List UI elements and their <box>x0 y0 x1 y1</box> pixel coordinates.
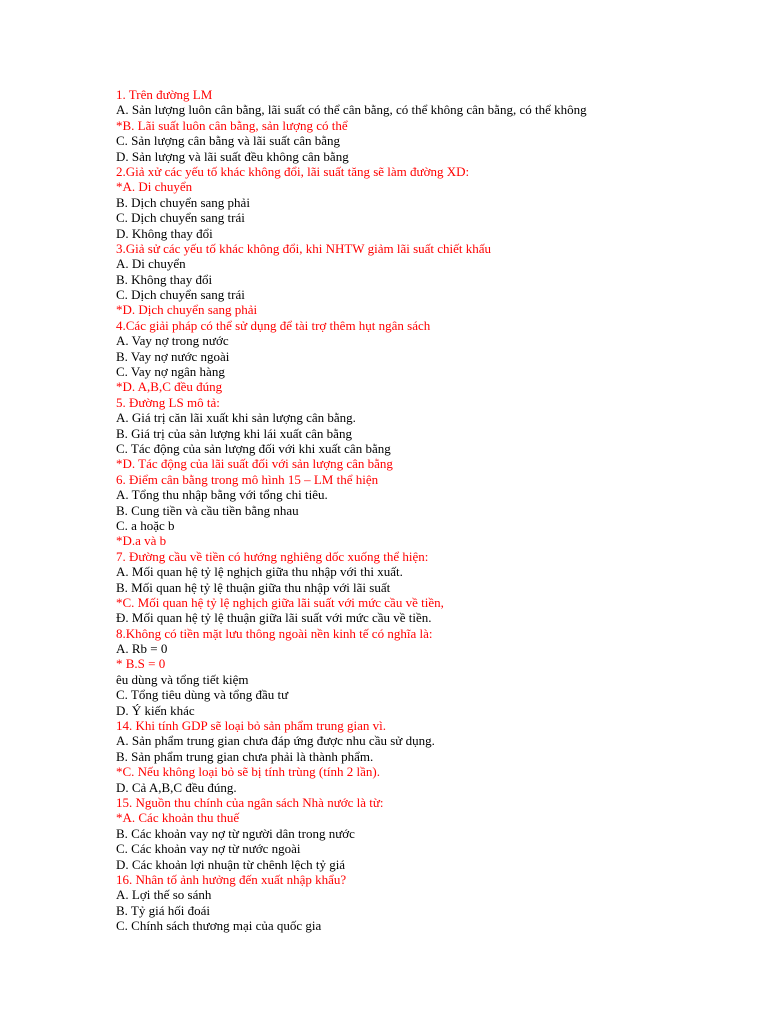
text-line: A. Giá trị căn lãi xuất khi sản lượng cân bằng. <box>116 410 356 426</box>
highlighted-line: *D.a và b <box>116 533 167 549</box>
highlighted-line: 8.Không có tiền mặt lưu thông ngoài nền kinh tế có nghĩa là: <box>116 625 433 641</box>
text-line: A. Sản lượng luôn cân bằng, lãi suất có thể cân bằng, có thể không cân bằng, có thể không <box>116 102 587 118</box>
text-line: D. Các khoản lợi nhuận từ chênh lệch tỷ giá <box>116 856 346 872</box>
text-line: D. Không thay đổi <box>116 225 213 241</box>
document-body <box>116 87 756 933</box>
text-line: C. Vay nợ ngân hàng <box>116 364 225 380</box>
highlighted-line: *D. Dịch chuyển sang phải <box>116 302 258 318</box>
highlighted-line: * B.S = 0 <box>116 656 166 672</box>
text-line: A. Vay nợ trong nước <box>116 333 229 349</box>
text-line: A. Tổng thu nhập bằng với tổng chi tiêu. <box>116 487 328 503</box>
highlighted-line: 15. Nguồn thu chính của ngân sách Nhà nước là từ: <box>116 794 384 810</box>
text-line: B. Sản phẩm trung gian chưa phải là thành phẩm. <box>116 748 374 764</box>
text-line: A. Lợi thế so sánh <box>116 887 212 903</box>
highlighted-line: 3.Giả sử các yếu tố khác không đổi, khi NHTW giảm lãi suất chiết khấu <box>116 240 492 256</box>
text-line: A. Di chuyển <box>116 256 186 272</box>
highlighted-line: *D. Tác động của lãi suất đối với sản lượng cân bằng <box>116 456 393 472</box>
highlighted-line: *B. Lãi suất luôn cân bằng, sản lượng có thể <box>116 117 348 133</box>
text-line: B. Các khoản vay nợ từ người dân trong nước <box>116 825 355 841</box>
text-line: D. Sản lượng và lãi suất đều không cân bằng <box>116 148 349 164</box>
text-line: C. Dịch chuyển sang trái <box>116 287 245 303</box>
text-line: B. Giá trị của sản lượng khi lái xuất cân bằng <box>116 425 352 441</box>
text-line: C. a hoặc b <box>116 517 175 533</box>
text-line: B. Dịch chuyển sang phải <box>116 194 250 210</box>
text-line: êu dùng và tổng tiết kiệm <box>116 671 249 687</box>
highlighted-line: *A. Các khoản thu thuế <box>116 810 240 826</box>
text-line: B. Vay nợ nước ngoài <box>116 348 230 364</box>
highlighted-line: 14. Khi tính GDP sẽ loại bỏ sản phẩm trung gian vì. <box>116 718 386 734</box>
highlighted-line: *C. Nếu không loại bỏ sẽ bị tính trùng (tính 2 lần). <box>116 764 380 780</box>
highlighted-line: 2.Giả xử các yếu tố khác không đổi, lãi suất tăng sẽ làm đường XD: <box>116 163 470 179</box>
highlighted-line: 4.Các giải pháp có thể sử dụng để tài trợ thêm hụt ngân sách <box>116 317 431 333</box>
highlighted-line: *A. Di chuyển <box>116 179 193 195</box>
text-line: Đ. Mối quan hệ tỷ lệ thuận giữa lãi suất với mức cầu về tiền. <box>116 610 432 626</box>
text-line: C. Dịch chuyển sang trái <box>116 210 245 226</box>
highlighted-line: 16. Nhân tố ảnh hưởng đến xuất nhập khẩu? <box>116 871 347 887</box>
highlighted-line: 1. Trên đường LM <box>116 87 213 102</box>
text-line: C. Các khoản vay nợ từ nước ngoài <box>116 841 301 857</box>
text-line: D. Cả A,B,C đều đúng. <box>116 779 237 795</box>
highlighted-line: 6. Điểm cân bằng trong mô hình 15 – LM thể hiện <box>116 471 379 487</box>
text-line: A. Sản phẩm trung gian chưa đáp ứng được nhu cầu sử dụng. <box>116 733 435 749</box>
text-line: B. Tỷ giá hối đoái <box>116 902 211 918</box>
text-line: C. Sản lượng cân bằng và lãi suất cân bằng <box>116 133 341 149</box>
text-line: C. Tác động của sản lượng đối với khi xuất cân bằng <box>116 440 391 456</box>
text-line: B. Mối quan hệ tỷ lệ thuận giữa thu nhập với lãi suất <box>116 579 391 595</box>
text-line: B. Cung tiền và cầu tiền bằng nhau <box>116 502 299 518</box>
highlighted-line: 5. Đường LS mô tả: <box>116 394 220 410</box>
highlighted-line: *D. A,B,C đều đúng <box>116 379 223 395</box>
text-line: C. Tổng tiêu dùng và tổng đầu tư <box>116 687 289 703</box>
highlighted-line: 7. Đường cầu về tiền có hướng nghiêng dốc xuống thể hiện: <box>116 548 429 564</box>
text-line: C. Chính sách thương mại của quốc gia <box>116 918 322 934</box>
text-line: A. Mối quan hệ tỷ lệ nghịch giữa thu nhập với thi xuất. <box>116 564 403 580</box>
text-line: A. Rb = 0 <box>116 641 168 657</box>
highlighted-line: *C. Mối quan hệ tỷ lệ nghịch giữa lãi suất với mức cầu về tiền, <box>116 594 444 610</box>
text-line: D. Ý kiến khác <box>116 702 195 718</box>
text-line: B. Không thay đổi <box>116 271 213 287</box>
